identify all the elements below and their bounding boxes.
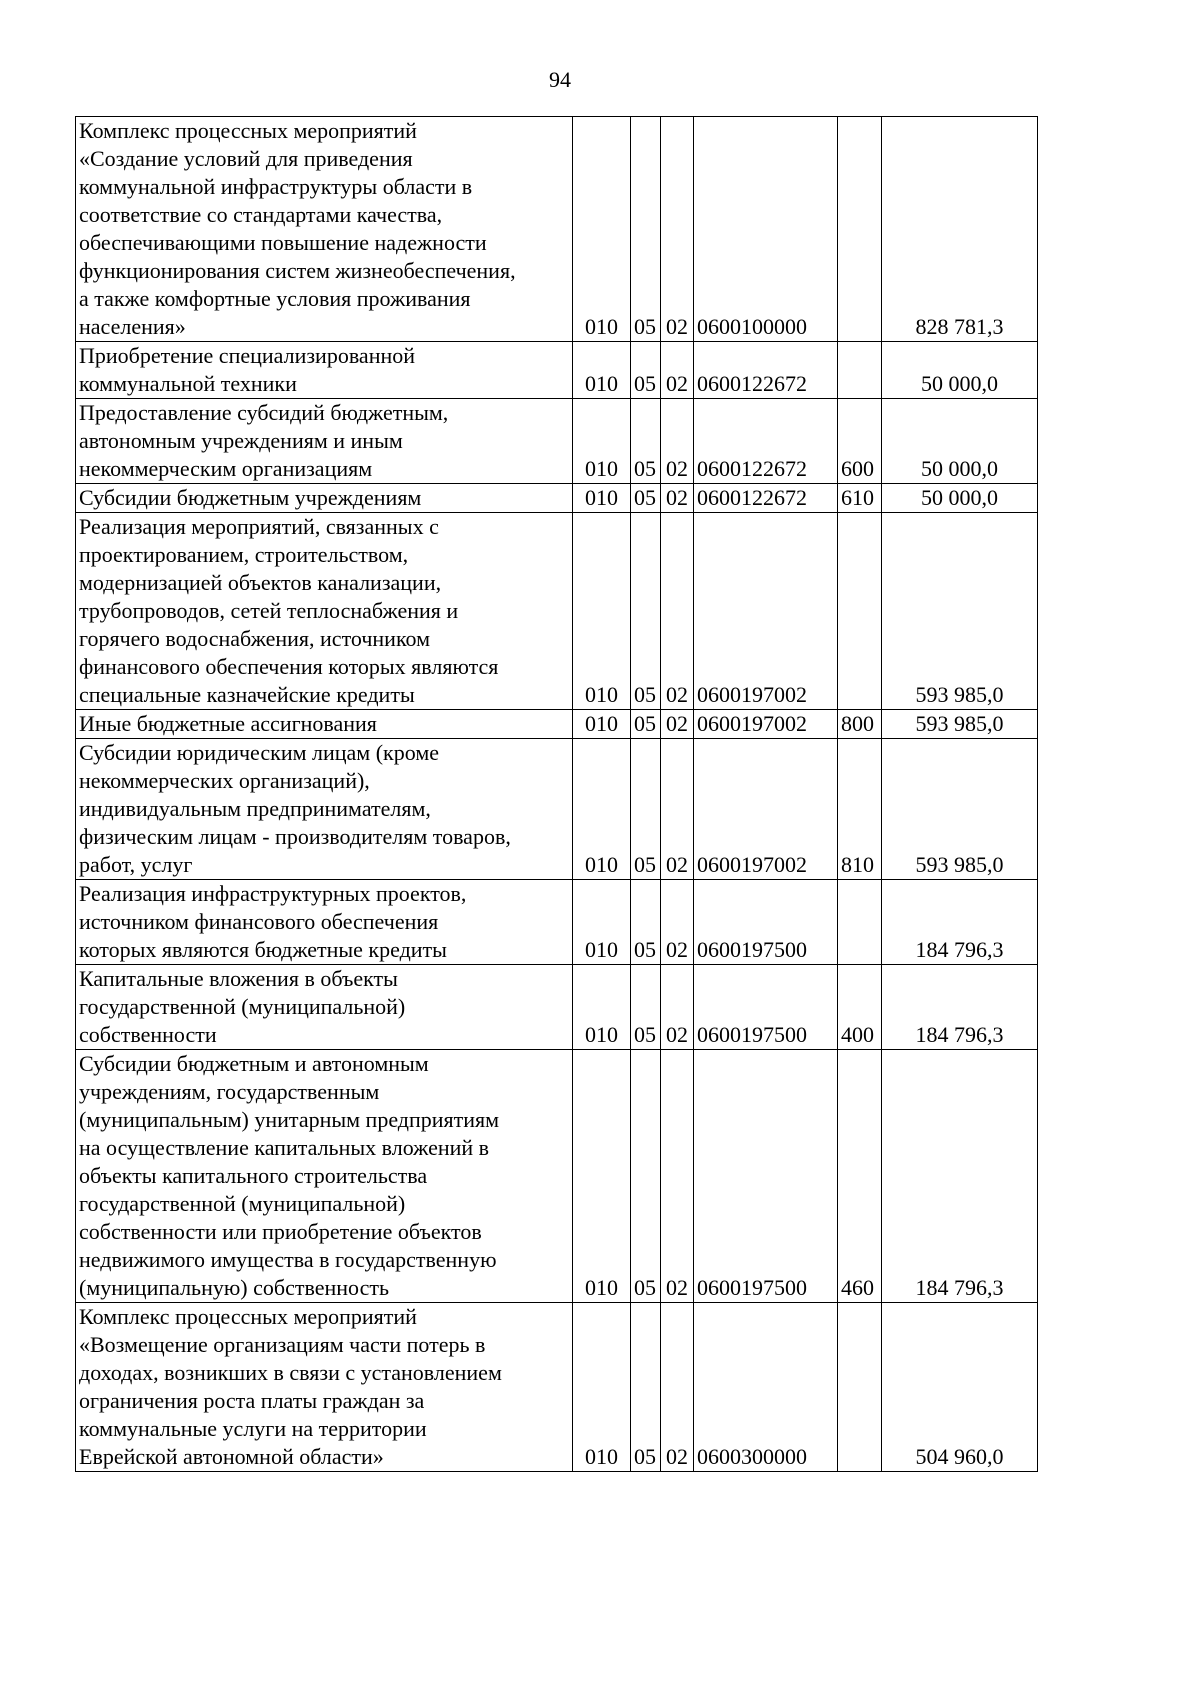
item-name-line: Субсидии бюджетным учреждениям bbox=[79, 485, 422, 510]
expense-type-cell bbox=[838, 117, 882, 342]
item-name-line: автономным учреждениям и иным bbox=[79, 428, 403, 453]
razdel-cell: 05 bbox=[631, 710, 661, 739]
vedomstvo-cell: 010 bbox=[573, 965, 631, 1050]
amount-cell: 50 000,0 bbox=[882, 342, 1038, 399]
item-name-line: коммунальной техники bbox=[79, 371, 297, 396]
podrazdel-cell: 02 bbox=[661, 117, 694, 342]
amount-cell: 184 796,3 bbox=[882, 1050, 1038, 1303]
item-name-line: Иные бюджетные ассигнования bbox=[79, 711, 377, 736]
item-name-line: ограничения роста платы граждан за bbox=[79, 1388, 425, 1413]
target-article-cell: 0600197002 bbox=[694, 513, 838, 710]
vedomstvo-cell: 010 bbox=[573, 739, 631, 880]
table-row bbox=[76, 710, 1038, 739]
item-name-line: государственной (муниципальной) bbox=[79, 994, 406, 1019]
table-row bbox=[76, 1050, 1038, 1303]
target-article-cell: 0600300000 bbox=[694, 1303, 838, 1472]
vedomstvo-cell: 010 bbox=[573, 399, 631, 484]
item-name-line: объекты капитального строительства bbox=[79, 1163, 428, 1188]
vedomstvo-cell: 010 bbox=[573, 342, 631, 399]
item-name-line: некоммерческих организаций), bbox=[79, 768, 370, 793]
item-name-line: Еврейской автономной области» bbox=[79, 1444, 384, 1469]
item-name-cell bbox=[76, 739, 573, 880]
expense-type-cell: 810 bbox=[838, 739, 882, 880]
item-name-cell bbox=[76, 710, 573, 739]
item-name-line: собственности bbox=[79, 1022, 217, 1047]
item-name-line: индивидуальным предпринимателям, bbox=[79, 796, 431, 821]
target-article-cell: 0600122672 bbox=[694, 399, 838, 484]
item-name-line: доходах, возникших в связи с установлением bbox=[79, 1360, 502, 1385]
amount-cell: 593 985,0 bbox=[882, 710, 1038, 739]
item-name-cell bbox=[76, 117, 573, 342]
expense-type-cell bbox=[838, 880, 882, 965]
item-name-line: «Возмещение организациям части потерь в bbox=[79, 1332, 486, 1357]
item-name-line: (муниципальным) унитарным предприятиям bbox=[79, 1107, 500, 1132]
vedomstvo-cell: 010 bbox=[573, 880, 631, 965]
item-name-line: коммунальные услуги на территории bbox=[79, 1416, 427, 1441]
vedomstvo-cell: 010 bbox=[573, 484, 631, 513]
podrazdel-cell: 02 bbox=[661, 342, 694, 399]
item-name-line: специальные казначейские кредиты bbox=[79, 682, 415, 707]
amount-cell: 504 960,0 bbox=[882, 1303, 1038, 1472]
item-name-line: Реализация мероприятий, связанных с bbox=[79, 514, 439, 539]
expense-type-cell: 400 bbox=[838, 965, 882, 1050]
item-name-line: которых являются бюджетные кредиты bbox=[79, 937, 447, 962]
item-name-line: недвижимого имущества в государственную bbox=[79, 1247, 497, 1272]
razdel-cell: 05 bbox=[631, 117, 661, 342]
podrazdel-cell: 02 bbox=[661, 880, 694, 965]
item-name-line: собственности или приобретение объектов bbox=[79, 1219, 482, 1244]
amount-cell: 50 000,0 bbox=[882, 484, 1038, 513]
table-row bbox=[76, 342, 1038, 399]
target-article-cell: 0600197500 bbox=[694, 1050, 838, 1303]
expense-type-cell: 800 bbox=[838, 710, 882, 739]
razdel-cell: 05 bbox=[631, 965, 661, 1050]
item-name-line: обеспечивающими повышение надежности bbox=[79, 230, 487, 255]
vedomstvo-cell: 010 bbox=[573, 1303, 631, 1472]
item-name-line: населения» bbox=[79, 314, 186, 339]
table-row bbox=[76, 880, 1038, 965]
expense-type-cell bbox=[838, 1303, 882, 1472]
item-name-line: модернизацией объектов канализации, bbox=[79, 570, 442, 595]
item-name-cell bbox=[76, 880, 573, 965]
vedomstvo-cell: 010 bbox=[573, 513, 631, 710]
target-article-cell: 0600197002 bbox=[694, 739, 838, 880]
item-name-line: учреждениям, государственным bbox=[79, 1079, 380, 1104]
item-name-line: работ, услуг bbox=[79, 852, 193, 877]
item-name-line: Субсидии бюджетным и автономным bbox=[79, 1051, 429, 1076]
item-name-line: «Создание условий для приведения bbox=[79, 146, 413, 171]
budget-table bbox=[75, 116, 1038, 1472]
budget-table-body bbox=[76, 117, 1038, 1472]
amount-cell: 184 796,3 bbox=[882, 880, 1038, 965]
razdel-cell: 05 bbox=[631, 484, 661, 513]
item-name-line: (муниципальную) собственность bbox=[79, 1275, 389, 1300]
razdel-cell: 05 bbox=[631, 1050, 661, 1303]
item-name-cell bbox=[76, 342, 573, 399]
vedomstvo-cell: 010 bbox=[573, 117, 631, 342]
amount-cell: 50 000,0 bbox=[882, 399, 1038, 484]
table-row bbox=[76, 484, 1038, 513]
item-name-line: финансового обеспечения которых являются bbox=[79, 654, 499, 679]
table-row bbox=[76, 739, 1038, 880]
amount-cell: 593 985,0 bbox=[882, 513, 1038, 710]
amount-cell: 184 796,3 bbox=[882, 965, 1038, 1050]
podrazdel-cell: 02 bbox=[661, 1303, 694, 1472]
item-name-line: Субсидии юридическим лицам (кроме bbox=[79, 740, 440, 765]
podrazdel-cell: 02 bbox=[661, 739, 694, 880]
podrazdel-cell: 02 bbox=[661, 484, 694, 513]
razdel-cell: 05 bbox=[631, 513, 661, 710]
item-name-cell bbox=[76, 1303, 573, 1472]
razdel-cell: 05 bbox=[631, 739, 661, 880]
page-number: 94 bbox=[549, 67, 571, 92]
item-name-cell bbox=[76, 965, 573, 1050]
expense-type-cell: 600 bbox=[838, 399, 882, 484]
target-article-cell: 0600197500 bbox=[694, 965, 838, 1050]
podrazdel-cell: 02 bbox=[661, 710, 694, 739]
razdel-cell: 05 bbox=[631, 399, 661, 484]
target-article-cell: 0600197500 bbox=[694, 880, 838, 965]
item-name-line: горячего водоснабжения, источником bbox=[79, 626, 431, 651]
item-name-line: некоммерческим организациям bbox=[79, 456, 373, 481]
razdel-cell: 05 bbox=[631, 1303, 661, 1472]
item-name-line: Капитальные вложения в объекты bbox=[79, 966, 398, 991]
item-name-line: Комплекс процессных мероприятий bbox=[79, 1304, 417, 1329]
item-name-cell bbox=[76, 399, 573, 484]
vedomstvo-cell: 010 bbox=[573, 1050, 631, 1303]
target-article-cell: 0600100000 bbox=[694, 117, 838, 342]
item-name-cell bbox=[76, 484, 573, 513]
item-name-line: а также комфортные условия проживания bbox=[79, 286, 471, 311]
item-name-line: соответствие со стандартами качества, bbox=[79, 202, 443, 227]
item-name-cell bbox=[76, 513, 573, 710]
target-article-cell: 0600197002 bbox=[694, 710, 838, 739]
amount-cell: 828 781,3 bbox=[882, 117, 1038, 342]
razdel-cell: 05 bbox=[631, 880, 661, 965]
item-name-line: государственной (муниципальной) bbox=[79, 1191, 406, 1216]
item-name-line: Комплекс процессных мероприятий bbox=[79, 118, 417, 143]
podrazdel-cell: 02 bbox=[661, 1050, 694, 1303]
item-name-line: коммунальной инфраструктуры области в bbox=[79, 174, 473, 199]
podrazdel-cell: 02 bbox=[661, 965, 694, 1050]
expense-type-cell: 610 bbox=[838, 484, 882, 513]
item-name-line: трубопроводов, сетей теплоснабжения и bbox=[79, 598, 459, 623]
item-name-line: Реализация инфраструктурных проектов, bbox=[79, 881, 467, 906]
table-row bbox=[76, 965, 1038, 1050]
item-name-line: функционирования систем жизнеобеспечения, bbox=[79, 258, 516, 283]
table-row bbox=[76, 399, 1038, 484]
expense-type-cell bbox=[838, 342, 882, 399]
table-row bbox=[76, 513, 1038, 710]
podrazdel-cell: 02 bbox=[661, 513, 694, 710]
table-row bbox=[76, 117, 1038, 342]
item-name-line: проектированием, строительством, bbox=[79, 542, 409, 567]
target-article-cell: 0600122672 bbox=[694, 342, 838, 399]
vedomstvo-cell: 010 bbox=[573, 710, 631, 739]
item-name-line: физическим лицам - производителям товаров, bbox=[79, 824, 511, 849]
expense-type-cell bbox=[838, 513, 882, 710]
amount-cell: 593 985,0 bbox=[882, 739, 1038, 880]
expense-type-cell: 460 bbox=[838, 1050, 882, 1303]
item-name-line: Предоставление субсидий бюджетным, bbox=[79, 400, 449, 425]
target-article-cell: 0600122672 bbox=[694, 484, 838, 513]
item-name-line: источником финансового обеспечения bbox=[79, 909, 439, 934]
table-row bbox=[76, 1303, 1038, 1472]
podrazdel-cell: 02 bbox=[661, 399, 694, 484]
item-name-line: на осуществление капитальных вложений в bbox=[79, 1135, 490, 1160]
item-name-line: Приобретение специализированной bbox=[79, 343, 416, 368]
razdel-cell: 05 bbox=[631, 342, 661, 399]
item-name-cell bbox=[76, 1050, 573, 1303]
